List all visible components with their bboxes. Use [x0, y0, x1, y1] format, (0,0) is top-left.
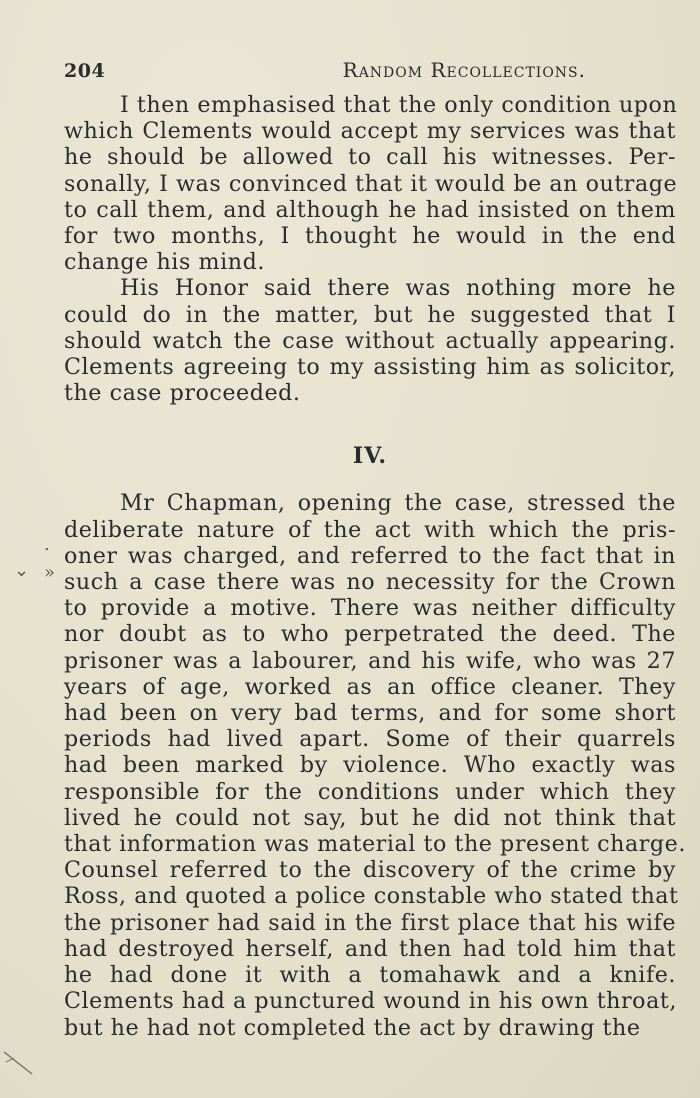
text-line: to call them, and although he had insisted on them [64, 196, 676, 223]
corner-pencil-mark [2, 1048, 36, 1076]
text-line: that information was material to the present charge. [64, 831, 686, 858]
text-line: lived he could not say, but he did not think that [64, 804, 676, 831]
text-line: sonally, I was convinced that it would be an outrage [64, 170, 678, 197]
text-line: had been on very bad terms, and for some short [64, 700, 676, 727]
text-line: nor doubt as to who perpetrated the deed. The [64, 621, 676, 648]
text-line: Mr Chapman, opening the case, stressed the [120, 490, 676, 517]
text-line: should watch the case without actually appearing. [64, 327, 676, 354]
text-line: had been marked by violence. Who exactly was [64, 752, 676, 779]
text-line: which Clements would accept my services was that [64, 118, 676, 145]
text-line: years of age, worked as an office cleaner. They [64, 673, 676, 700]
margin-dot-mark: . [44, 534, 50, 555]
text-line: for two months, I thought he would in the end [64, 223, 676, 250]
margin-bullet-mark: » [44, 562, 56, 583]
text-line: he should be allowed to call his witnesses. Per- [64, 144, 676, 171]
text-line: Ross, and quoted a police constable who stated that [64, 883, 679, 910]
margin-tick-mark: ⌄ [14, 560, 30, 581]
page-header [64, 58, 676, 92]
paragraph-2 [64, 275, 676, 406]
text-line: to provide a motive. There was neither difficulty [64, 595, 676, 622]
text-line: the case proceeded. [64, 380, 301, 407]
text-line: Clements had a punctured wound in his own throat, [64, 988, 677, 1015]
book-page [64, 58, 686, 1041]
text-line: responsible for the conditions under which they [64, 778, 676, 805]
text-line: prisoner was a labourer, and his wife, who was 27 [64, 647, 676, 674]
text-line: I then emphasised that the only condition upon [120, 92, 678, 118]
paragraph-3 [64, 490, 686, 1041]
text-line: the prisoner had said in the first place that his wife [64, 909, 676, 936]
text-line: he had done it with a tomahawk and a knife. [64, 962, 676, 989]
text-line: deliberate nature of the act with which the pris- [64, 516, 676, 543]
text-line: had destroyed herself, and then had told him that [64, 935, 676, 962]
text-line: His Honor said there was nothing more he [120, 275, 676, 302]
text-line: such a case there was no necessity for the Crown [64, 569, 676, 596]
text-line: Clements agreeing to my assisting him as solicitor, [64, 354, 676, 381]
text-line: but he had not completed the act by drawing the [64, 1014, 641, 1041]
text-line: Counsel referred to the discovery of the crime by [64, 857, 676, 884]
text-line: periods had lived apart. Some of their quarrels [64, 726, 676, 753]
section-heading: IV. [352, 443, 388, 470]
paragraph-1 [64, 92, 676, 275]
text-line: oner was charged, and referred to the fact that in [64, 542, 676, 569]
text-line: change his mind. [64, 249, 265, 276]
running-head: Random Recollections. [342, 58, 586, 82]
text-line: could do in the matter, but he suggested that I [64, 301, 676, 328]
page-number: 204 [64, 60, 106, 82]
